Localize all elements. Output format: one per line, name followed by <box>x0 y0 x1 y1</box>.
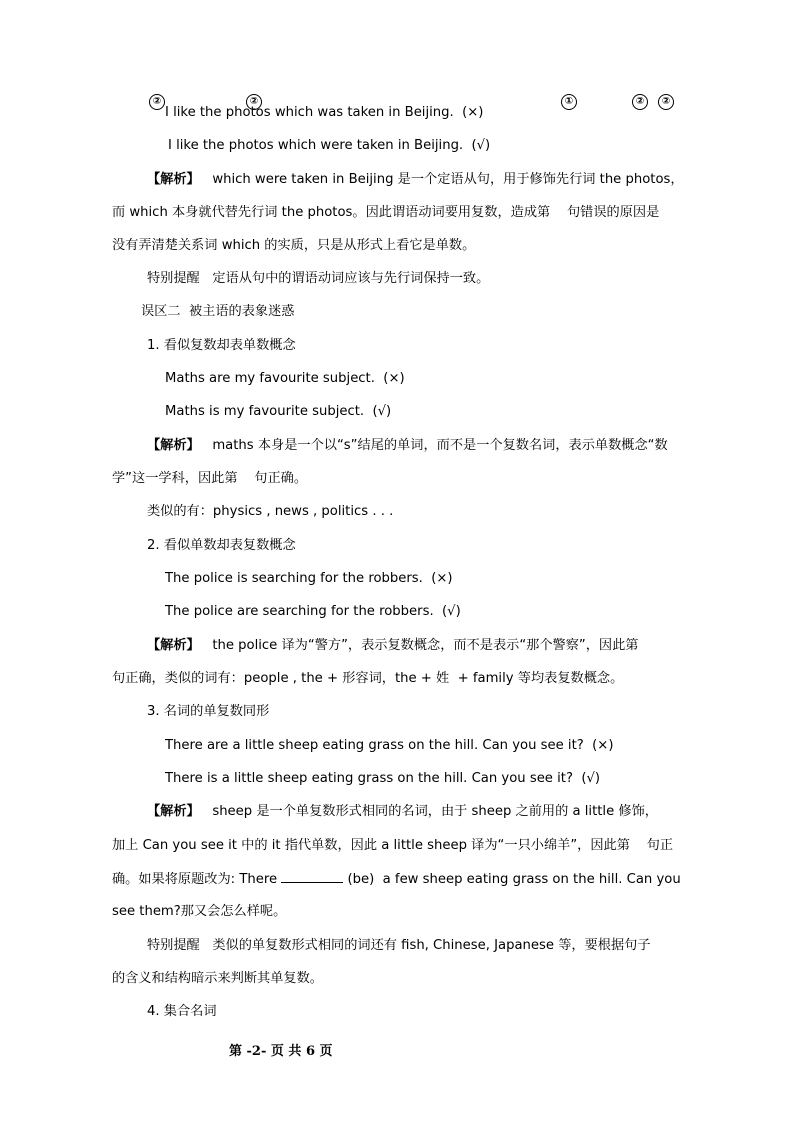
analysis-paragraph: 确。如果将原题改为: There (be) a few sheep eating grass on the hill. Can you <box>112 872 681 887</box>
analysis-paragraph: 【解析】 sheep 是一个单复数形式相同的名词，由于 sheep 之前用的 a little 修饰， <box>147 804 658 819</box>
analysis-paragraph: 【解析】 which were taken in Beijing 是一个定语从句，用于修饰先行词 the photos， <box>147 172 684 187</box>
example-correct: There is a little sheep eating grass on the hill. Can you see it? (√) <box>165 771 601 786</box>
analysis-paragraph: 加上 Can you see it 中的 it 指代单数，因此 a little sheep 译为“一只小绵羊”，因此第 句正 <box>112 838 674 853</box>
sub-heading: 1. 看似复数却表单数概念 <box>147 338 296 353</box>
similar-words: 类似的有：physics , news , politics . . . <box>147 504 394 519</box>
circled-mark: ② <box>632 94 648 110</box>
sub-heading: 4. 集合名词 <box>147 1004 217 1019</box>
example-correct: The police are searching for the robbers. (√) <box>165 604 461 619</box>
sub-heading: 3. 名词的单复数同形 <box>147 704 270 719</box>
example-wrong: There are a little sheep eating grass on the hill. Can you see it? (×) <box>165 738 614 753</box>
analysis-paragraph: 【解析】 the police 译为“警方”，表示复数概念，而不是表示“那个警察”，因此第 <box>147 638 639 653</box>
page-footer: 第 -2- 页 共 6 页 <box>229 1044 333 1059</box>
analysis-paragraph: 没有弄清楚关系词 which 的实质，只是从形式上看它是单数。 <box>112 238 476 253</box>
analysis-paragraph: 【解析】 maths 本身是一个以“s”结尾的单词，而不是一个复数名词，表示单数概念“数 <box>147 438 668 453</box>
special-reminder: 的含义和结构暗示来判断其单复数。 <box>112 971 323 986</box>
analysis-paragraph: 句正确，类似的词有：people , the + 形容词，the + 姓 + family 等均表复数概念。 <box>112 671 624 686</box>
analysis-paragraph: see them?那又会怎么样呢。 <box>112 904 287 919</box>
analysis-paragraph: 学”这一学科，因此第 句正确。 <box>112 471 308 486</box>
example-correct: I like the photos which were taken in Beijing. (√) <box>168 138 491 153</box>
special-reminder: 特别提醒 定语从句中的谓语动词应该与先行词保持一致。 <box>147 271 490 286</box>
example-wrong: Maths are my favourite subject. (×) <box>165 371 405 386</box>
circled-mark: ② <box>149 94 165 110</box>
circled-mark: ② <box>658 94 674 110</box>
example-wrong: The police is searching for the robbers. (×) <box>165 571 453 586</box>
circled-mark: ① <box>561 94 577 110</box>
special-reminder: 特别提醒 类似的单复数形式相同的词还有 fish, Chinese, Japanese 等，要根据句子 <box>147 938 651 953</box>
circled-mark: ② <box>246 94 262 110</box>
example-correct: Maths is my favourite subject. (√) <box>165 404 392 419</box>
answer-blank[interactable] <box>281 870 343 883</box>
section-heading: 误区二 被主语的表象迷惑 <box>141 304 295 319</box>
analysis-paragraph: 而 which 本身就代替先行词 the photos。因此谓语动词要用复数，造成第 句错误的原因是 <box>112 205 660 220</box>
sub-heading: 2. 看似单数却表复数概念 <box>147 538 296 553</box>
example-wrong: I like the photos which was taken in Beijing. (×) <box>165 105 484 120</box>
